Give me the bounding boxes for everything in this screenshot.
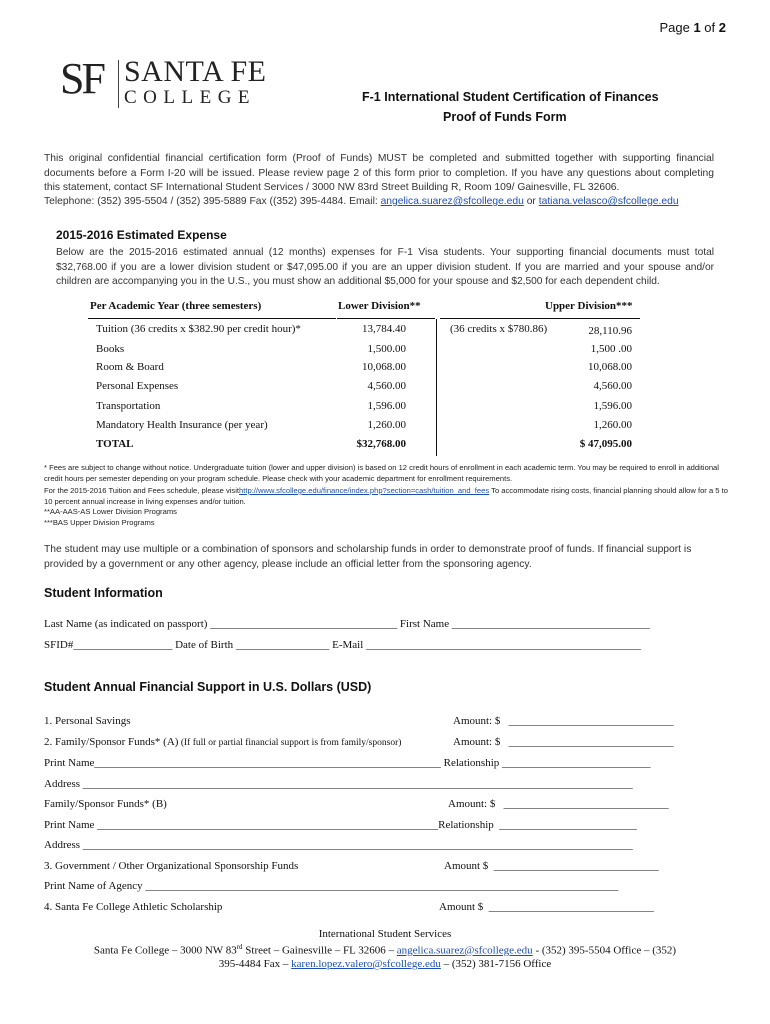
row-room-label: Room & Board — [96, 361, 164, 373]
col-header-category: Per Academic Year (three semesters) — [90, 300, 262, 312]
table-rule-left — [88, 318, 336, 319]
footnote-upper-division: ***BAS Upper Division Programs — [44, 518, 155, 527]
page-total: 2 — [718, 20, 726, 35]
footnote-schedule-text: For the 2015-2016 Tuition and Fees schedule, please visit — [44, 486, 240, 495]
footer-email-karen[interactable]: karen.lopez.valero@sfcollege.edu — [291, 958, 441, 970]
footnote-lower-division: **AA-AAS-AS Lower Division Programs — [44, 507, 177, 516]
athletic-scholarship-label: 4. Santa Fe College Athletic Scholarship — [44, 901, 223, 913]
footer-fax: 395-4484 Fax – — [218, 958, 292, 970]
footnote-schedule — [44, 485, 728, 507]
footnote-schedule-post: To accommodate rising costs, financial planning should allow for a 5 to 10 percent annual increase in living expenses and/or tuition. — [44, 486, 728, 506]
family-sponsor-a-label: 2. Family/Sponsor Funds* (A) — [44, 736, 179, 748]
family-sponsor-a — [44, 736, 401, 748]
footer-phone-office: - (352) 395-5504 Office – (352) — [532, 944, 677, 957]
table-rule-mid — [337, 318, 435, 319]
row-room-upper: 10,068.00 — [588, 361, 632, 373]
email-link-tatiana[interactable]: tatiana.velasco@sfcollege.edu — [538, 196, 679, 207]
footer-city: Street – Gainesville – FL 32606 – — [242, 944, 397, 957]
telephone-text: Telephone: (352) 395-5504 / (352) 395-5889 Fax ((352) 395-4484. Email: — [44, 196, 381, 207]
col-header-upper: Upper Division*** — [545, 300, 633, 312]
form-title: F-1 International Student Certification of Finances — [362, 90, 659, 104]
table-rule-right — [440, 318, 640, 319]
print-name-a-line[interactable]: Print Name_______________________________________________________________ Relationship ___________________________ — [44, 757, 651, 769]
financial-support-heading: Student Annual Financial Support in U.S. Dollars (USD) — [44, 680, 372, 694]
page-of: of — [700, 20, 719, 35]
row-tuition-upper: 28,110.96 — [588, 325, 632, 337]
footer-phone-karen: – (352) 381-7156 Office — [440, 958, 552, 970]
row-transport-lower: 1,596.00 — [367, 400, 406, 412]
id-dob-email-line[interactable]: SFID#__________________ Date of Birth _________________ E-Mail __________________________________________________ — [44, 639, 642, 651]
row-insurance-upper: 1,260.00 — [593, 419, 632, 431]
personal-savings-label: 1. Personal Savings — [44, 715, 131, 727]
row-books-lower: 1,500.00 — [367, 343, 406, 355]
row-transport-label: Transportation — [96, 400, 161, 412]
personal-savings-amount[interactable]: Amount: $ ______________________________ — [453, 715, 674, 727]
row-tuition-upper-note: (36 credits x $780.86) — [450, 323, 548, 335]
row-tuition-lower: 13,784.40 — [362, 323, 406, 335]
row-personal-label: Personal Expenses — [96, 380, 179, 392]
footer-address: Santa Fe College – 3000 NW 83 — [93, 944, 237, 957]
page-prefix: Page — [659, 20, 694, 35]
agency-name-line[interactable]: Print Name of Agency ______________________________________________________________________________________ — [44, 880, 619, 892]
government-sponsorship-label: 3. Government / Other Organizational Sponsorship Funds — [44, 860, 299, 872]
row-room-lower: 10,068.00 — [362, 361, 406, 373]
email-link-angelica[interactable]: angelica.suarez@sfcollege.edu — [380, 196, 524, 207]
row-insurance-lower: 1,260.00 — [367, 419, 406, 431]
row-books-label: Books — [96, 343, 125, 355]
footer-superscript: rd — [236, 943, 243, 951]
government-sponsorship-amount[interactable]: Amount $ ______________________________ — [444, 860, 659, 872]
print-name-b-line[interactable]: Print Name ______________________________________________________________Relationship _________________________ — [44, 819, 637, 831]
footer-email-angelica[interactable]: angelica.suarez@sfcollege.edu — [396, 944, 533, 957]
footer-fax-line — [0, 958, 770, 970]
estimated-expense-text: Below are the 2015-2016 estimated annual (12 months) expenses for F-1 Visa students. Your supporting financial documents must total $32,768.00 if you are a lower division student or $47,095.00 if you are an upper division student. If you are married and your spouse and/or children are accompanying you in the U.S., you must show an additional $5,000 for your spouse and $2,500 for each dependent child. — [56, 247, 714, 287]
student-info-heading: Student Information — [44, 586, 163, 600]
family-sponsor-b-amount[interactable]: Amount: $ ______________________________ — [448, 798, 669, 810]
athletic-scholarship-amount[interactable]: Amount $ ______________________________ — [439, 901, 654, 913]
logo-monogram: SF — [60, 54, 103, 103]
row-transport-upper: 1,596.00 — [593, 400, 632, 412]
expense-table — [0, 0, 770, 470]
address-b-line[interactable]: Address ____________________________________________________________________________________________________ — [44, 839, 633, 851]
row-total-lower: $32,768.00 — [356, 438, 406, 450]
footer-address-line — [0, 943, 770, 957]
col-header-lower: Lower Division** — [338, 300, 421, 312]
page-current: 1 — [693, 20, 701, 35]
logo-name-top: SANTA FE — [124, 55, 267, 88]
row-total-label: TOTAL — [96, 438, 134, 450]
row-books-upper: 1,500 .00 — [590, 343, 632, 355]
row-insurance-label: Mandatory Health Insurance (per year) — [96, 419, 268, 431]
family-sponsor-a-note: (If full or partial financial support is from family/sponsor) — [178, 738, 402, 748]
intro-paragraph: This original confidential financial certification form (Proof of Funds) MUST be completed and submitted together with supporting financial documents before a Form I-20 will be issued. Please review page 2 of this form prior to completion. If you have any questions about completing this statement, contact SF International Student Services / 3000 NW 83rd Street Building R, Room 109/ Gainesville, FL 32606. — [44, 153, 714, 193]
or-text: or — [523, 196, 539, 207]
footnote-fees: * Fees are subject to change without notice. Undergraduate tuition (lower and upper division) is based on 12 credit hours of enrollment in each academic term. You may be required to enroll in additional credit hours per semester depending on your program schedule. Please check with your academic department for enrollment requirements. — [44, 463, 719, 483]
tuition-fees-link[interactable]: http://www.sfcollege.edu/finance/index.php?section=cash/tuition_and_fees — [239, 486, 490, 495]
row-total-upper: $ 47,095.00 — [579, 438, 632, 450]
family-sponsor-a-amount[interactable]: Amount: $ ______________________________ — [453, 736, 674, 748]
estimated-expense-heading: 2015-2016 Estimated Expense — [56, 228, 227, 242]
logo-name-bottom: COLLEGE — [124, 87, 257, 108]
row-tuition-label: Tuition (36 credits x $382.90 per credit hour)* — [96, 323, 301, 335]
row-personal-upper: 4,560.00 — [593, 380, 632, 392]
footer-office: International Student Services — [318, 928, 452, 940]
address-a-line[interactable]: Address ____________________________________________________________________________________________________ — [44, 778, 633, 790]
table-col-divider — [436, 319, 437, 456]
row-personal-lower: 4,560.00 — [367, 380, 406, 392]
form-subtitle: Proof of Funds Form — [443, 110, 567, 124]
name-line[interactable]: Last Name (as indicated on passport) __________________________________ First Name ____________________________________ — [44, 618, 650, 630]
family-sponsor-b-label: Family/Sponsor Funds* (B) — [44, 798, 167, 810]
multiple-sponsors-note: The student may use multiple or a combination of sponsors and scholarship funds in order to demonstrate proof of funds. If financial support is provided by a government or any other agency, please include an official letter from the sponsoring agency. — [44, 544, 692, 570]
